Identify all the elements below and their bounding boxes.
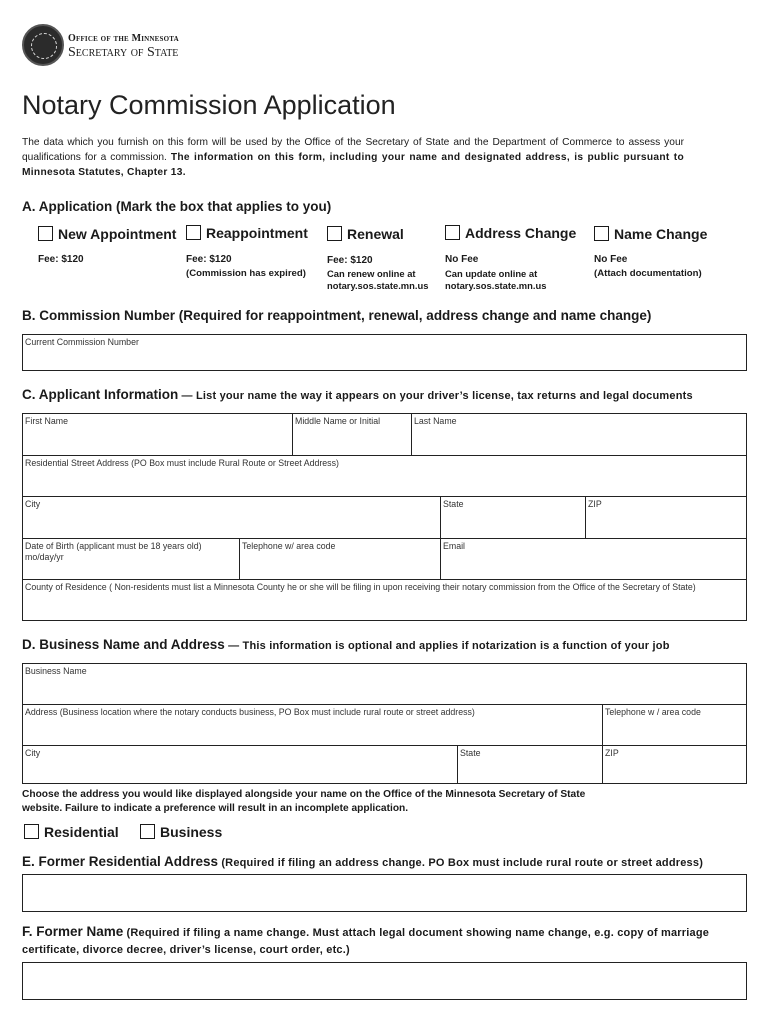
fee-name-change: No Fee (594, 254, 628, 265)
business-zip-label: ZIP (605, 748, 619, 758)
residential-street-field[interactable] (23, 456, 746, 496)
county-of-residence-field[interactable] (23, 580, 746, 620)
option-new-appointment[interactable]: New Appointment (38, 226, 176, 242)
business-telephone-label: Telephone w / area code (605, 707, 701, 717)
option-residential[interactable]: Residential (24, 824, 119, 840)
note-address-change: Can update online at notary.sos.state.mn.us (445, 268, 547, 291)
email-label: Email (443, 541, 465, 551)
note-renewal: Can renew online at notary.sos.state.mn.us (327, 268, 429, 291)
last-name-label: Last Name (414, 416, 457, 426)
new-appointment-checkbox[interactable] (38, 226, 53, 241)
fee-renewal: Fee: $120 (327, 255, 373, 266)
business-name-field[interactable] (23, 664, 746, 704)
first-name-field[interactable] (23, 414, 292, 455)
business-address-field[interactable] (23, 705, 602, 745)
option-business[interactable]: Business (140, 824, 222, 840)
telephone-label: Telephone w/ area code (242, 541, 336, 551)
applicant-information-grid (22, 413, 747, 621)
middle-name-field[interactable] (292, 414, 411, 455)
former-residential-address-field[interactable] (22, 874, 747, 912)
reappointment-checkbox[interactable] (186, 225, 201, 240)
business-address-label: Address (Business location where the notary conducts business, PO Box must include rural route or street address) (25, 707, 475, 717)
intro-paragraph (22, 135, 684, 180)
note-reappointment: (Commission has expired) (186, 268, 306, 279)
email-field[interactable] (440, 539, 746, 579)
city-label: City (25, 499, 41, 509)
business-state-field[interactable] (457, 746, 602, 783)
city-field[interactable] (23, 497, 440, 537)
residential-checkbox[interactable] (24, 824, 39, 839)
secretary-of-state-seal-icon (22, 24, 64, 66)
business-telephone-field[interactable] (602, 705, 746, 745)
option-reappointment[interactable]: Reappointment (186, 225, 308, 241)
business-information-grid (22, 663, 747, 784)
section-a-heading: A. Application (Mark the box that applies to you) (22, 199, 332, 214)
office-name-line2: Secretary of State (68, 45, 179, 60)
business-zip-field[interactable] (602, 746, 746, 783)
section-b-heading: B. Commission Number (Required for reappointment, renewal, address change and name change) (22, 308, 652, 323)
option-renewal[interactable]: Renewal (327, 226, 404, 242)
section-d-heading: D. Business Name and Address — This information is optional and applies if notarization is a function of your job (22, 637, 670, 652)
section-f-heading: F. Former Name (Required if filing a name change. Must attach legal document showing name change, e.g. copy of marriage certificate, divorce decree, driver’s license, court order, etc.) (22, 924, 710, 956)
first-name-label: First Name (25, 416, 69, 426)
middle-name-label: Middle Name or Initial (295, 416, 381, 426)
fee-reappointment: Fee: $120 (186, 254, 232, 265)
fee-address-change: No Fee (445, 254, 479, 265)
state-label: State (443, 499, 464, 509)
address-change-checkbox[interactable] (445, 225, 460, 240)
intro-bold-text: The information on this form, including your name and designated address, is public pursuant to Minnesota Statutes, Chapter 13. (22, 152, 684, 178)
street-label: Residential Street Address (PO Box must include Rural Route or Street Address) (25, 458, 339, 468)
office-name-line1: Office of the Minnesota (68, 33, 179, 44)
note-name-change: (Attach documentation) (594, 268, 702, 279)
section-c-heading: C. Applicant Information — List your name the way it appears on your driver’s license, tax returns and legal documents (22, 387, 693, 402)
business-state-label: State (460, 748, 481, 758)
name-change-checkbox[interactable] (594, 226, 609, 241)
business-city-field[interactable] (23, 746, 457, 783)
option-address-change[interactable]: Address Change (445, 225, 576, 241)
telephone-field[interactable] (239, 539, 440, 579)
last-name-field[interactable] (411, 414, 746, 455)
renewal-checkbox[interactable] (327, 226, 342, 241)
business-name-label: Business Name (25, 666, 87, 676)
fee-new-appointment: Fee: $120 (38, 254, 84, 265)
zip-label: ZIP (588, 499, 602, 509)
business-city-label: City (25, 748, 41, 758)
option-name-change[interactable]: Name Change (594, 226, 707, 242)
county-label: County of Residence ( Non-residents must list a Minnesota County he or she will be filing in upon receiving their notary commission from the Office of the Secretary of State) (25, 582, 696, 592)
commission-number-label: Current Commission Number (25, 337, 139, 347)
section-e-heading: E. Former Residential Address (Required if filing an address change. PO Box must include rural route or street address) (22, 854, 704, 869)
commission-number-field[interactable] (22, 334, 747, 371)
intro-text: The data which you furnish on this form will be used by the Office of the Secretary of State and the Department of Commerce to assess your qualifications for a commission. (22, 137, 684, 163)
former-name-field[interactable] (22, 962, 747, 1000)
address-preference-instructions: Choose the address you would like displayed alongside your name on the Office of the Minnesota Secretary of State website. Failure to indicate a preference will result in an incomplete application. (22, 789, 586, 814)
business-checkbox[interactable] (140, 824, 155, 839)
page-title: Notary Commission Application (22, 90, 396, 120)
date-of-birth-field[interactable] (23, 539, 239, 579)
zip-field[interactable] (585, 497, 746, 538)
state-field[interactable] (440, 497, 585, 538)
dob-label: Date of Birth (applicant must be 18 years old) mo/day/yr (25, 541, 202, 562)
